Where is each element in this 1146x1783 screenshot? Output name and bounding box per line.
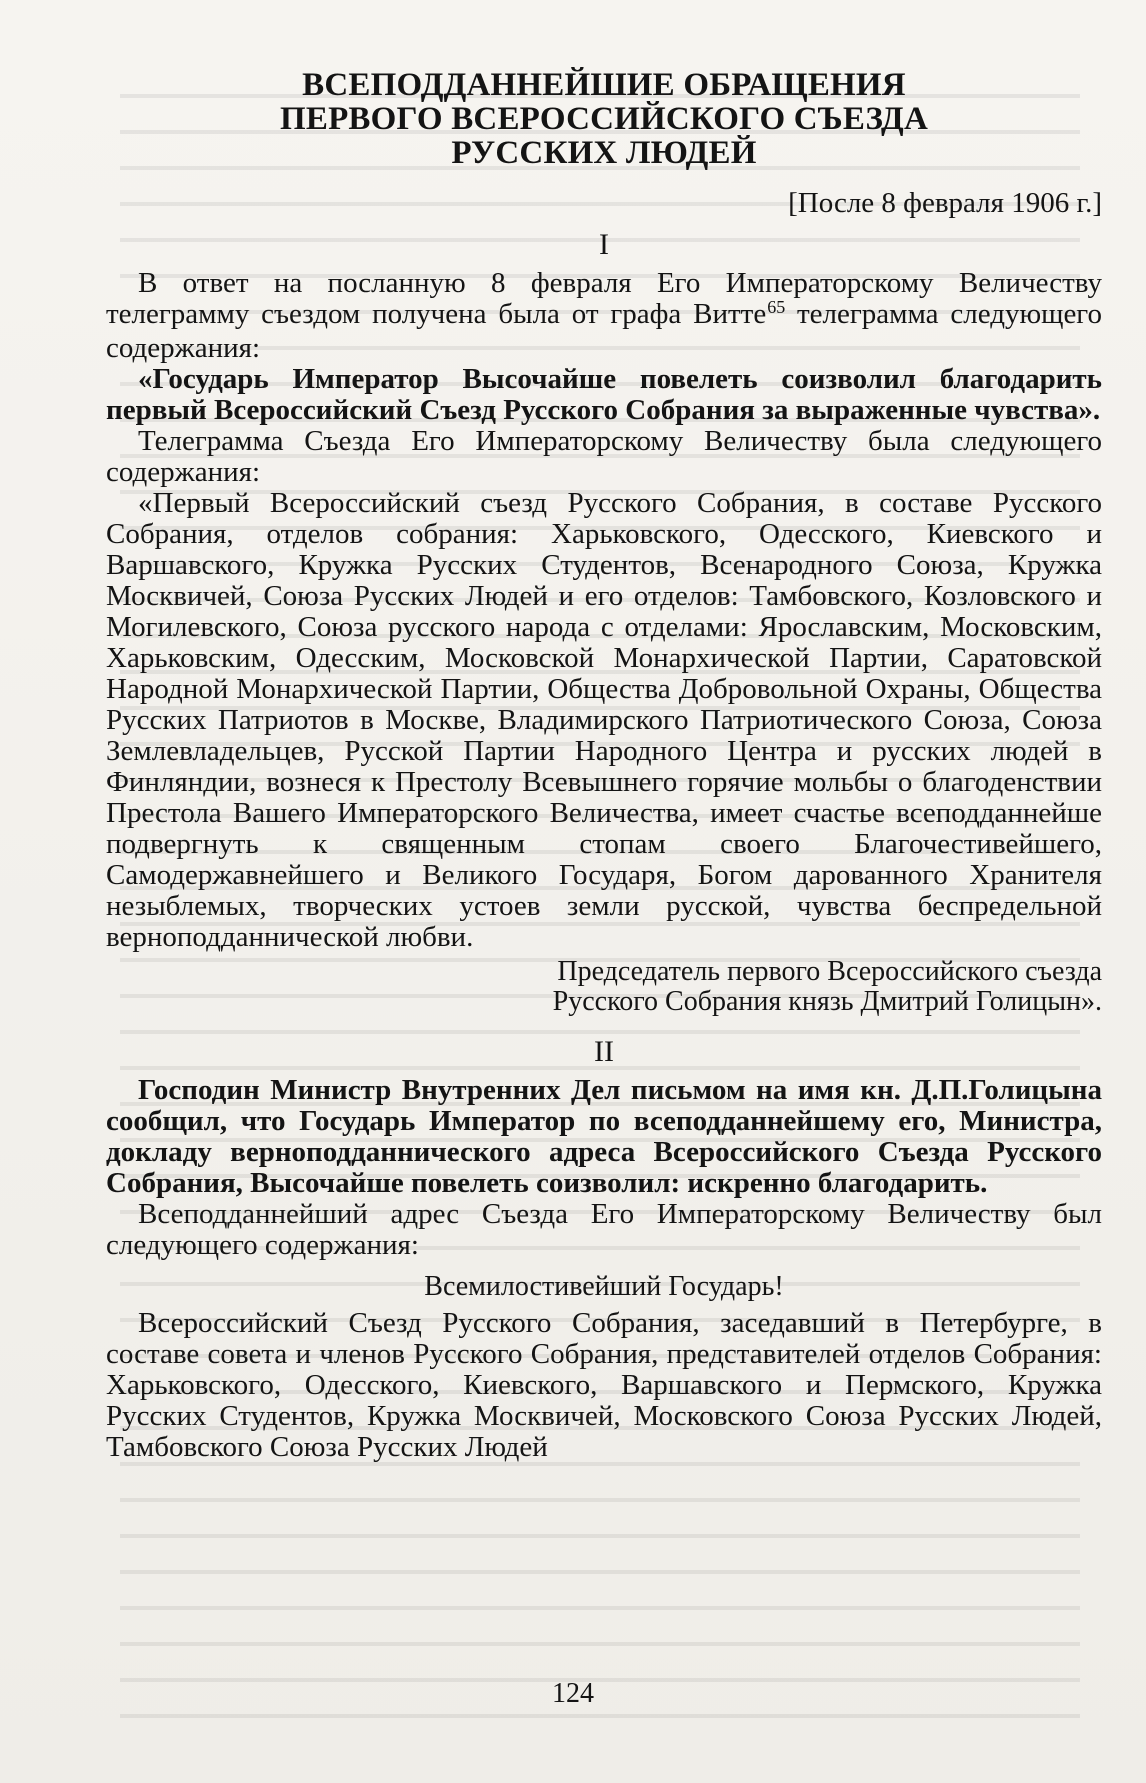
- footnote-ref-65: 65: [767, 297, 786, 317]
- signature-line-1: Председатель первого Всероссийского съезда: [557, 956, 1102, 987]
- page-number: 124: [552, 1678, 594, 1709]
- title-line-3: РУССКИХ ЛЮДЕЙ: [451, 135, 757, 171]
- section-1-intro: [106, 268, 1102, 364]
- section-1-number: I: [599, 228, 609, 261]
- section-2-number: II: [594, 1035, 614, 1068]
- telegram-signature: [106, 957, 1102, 1017]
- emperor-thanks: «Государь Император Высочайше повелеть соизволил благодарить первый Всероссийский Съезд Русского Собрания за выраженные чувства».: [106, 363, 1102, 426]
- minister-message: Господин Министр Внутренних Дел письмом на имя кн. Д.П.Голицына сообщил, что Государь Император по всеподданнейшему его, Министра, докладу верноподданнического адреса Всероссийского Съезда Русского Собрания, Высочайше повелеть соизволил: искренно благодарить.: [106, 1074, 1102, 1199]
- signature-line-2: Русского Собрания князь Дмитрий Голицын».: [552, 986, 1102, 1017]
- section-1-intro-tail: телеграмма следующего содержания:: [106, 298, 1102, 364]
- title-line-2: ПЕРВОГО ВСЕРОССИЙСКОГО СЪЕЗДА: [280, 101, 928, 137]
- address-text: Всероссийский Съезд Русского Собрания, заседавший в Петербурге, в составе совета и членов Русского Собрания, представителей отделов Собрания: Харьковского, Одесского, Киевского, Варшавского и Пермского, Кружка Русских Студентов, Кружка Москвичей, Московского Союза Русских Людей, Тамбовского Союза Русских Людей: [106, 1307, 1102, 1463]
- address-intro: Всеподданнейший адрес Съезда Его Императорскому Величеству был следующего содержания:: [106, 1198, 1102, 1261]
- title-line-1: ВСЕПОДДАННЕЙШИЕ ОБРАЩЕНИЯ: [302, 67, 906, 103]
- document-title: [106, 68, 1102, 170]
- section-1-intro-text: В ответ на посланную 8 февраля Его Императорскому Величеству телеграмму съездом получена была от графа Витте: [106, 267, 1102, 330]
- address-salutation: Всемилостивейший Государь!: [424, 1271, 784, 1302]
- document-date: [После 8 февраля 1906 г.]: [788, 187, 1102, 219]
- page-content: [106, 68, 1102, 1463]
- telegram-intro: Телеграмма Съезда Его Императорскому Величеству была следующего содержания:: [106, 425, 1102, 488]
- telegram-text: «Первый Всероссийский съезд Русского Собрания, в составе Русского Собрания, отделов собрания: Харьковского, Одесского, Киевского и Варшавского, Кружка Русских Студентов, Всенародного Союза, Кружка Москвичей, Союза Русских Людей и его отделов: Тамбовского, Козловского и Могилевского, Союза русского народа с отделами: Ярославским, Московским, Харьковским, Одесским, Московской Монархической Партии, Саратовской Народной Монархической Партии, Общества Добровольной Охраны, Общества Русских Патриотов в Москве, Владимирского Патриотического Союза, Союза Землевладельцев, Русской Партии Народного Центра и русских людей в Финляндии, вознеся к Престолу Всевышнего горячие мольбы о благоденствии Престола Вашего Императорского Величества, имеет счастье всеподданнейше подвергнуть к священным стопам своего Благочестивейшего, Самодержавнейшего и Великого Государя, Богом дарованного Хранителя незыблемых, творческих устоев земли русской, чувства беспредельной верноподданнической любви.: [106, 487, 1102, 953]
